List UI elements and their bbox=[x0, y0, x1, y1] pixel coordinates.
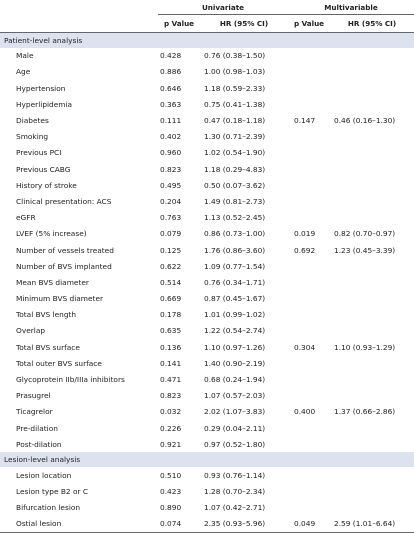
variable-name: Previous PCI bbox=[16, 148, 62, 158]
multivariable-p-value bbox=[288, 291, 330, 307]
table-row bbox=[0, 404, 414, 420]
table-row bbox=[0, 291, 414, 307]
variable-name: Lesion location bbox=[16, 470, 72, 480]
multivariable-p-value-header: p Value bbox=[288, 15, 330, 33]
univariate-p-value: 0.402 bbox=[160, 132, 182, 142]
univariate-p-value: 0.079 bbox=[160, 229, 182, 239]
table-row bbox=[0, 388, 414, 404]
univariate-p-value: 0.510 bbox=[160, 470, 182, 480]
variable-name: Minimum BVS diameter bbox=[16, 294, 104, 304]
table-row bbox=[0, 467, 414, 483]
multivariable-p-value bbox=[288, 436, 330, 452]
table-row bbox=[0, 339, 414, 355]
multivariable-p-value: 0.400 bbox=[294, 407, 316, 417]
table-row bbox=[0, 193, 414, 209]
univariate-p-value: 0.669 bbox=[160, 294, 182, 304]
univariate-hr: 1.13 (0.52–2.45) bbox=[204, 213, 266, 223]
multivariable-p-value bbox=[288, 371, 330, 387]
univariate-hr: 1.22 (0.54–2.74) bbox=[204, 326, 266, 336]
univariate-hr: 1.02 (0.54–1.90) bbox=[204, 148, 266, 158]
univariate-p-value: 0.471 bbox=[160, 375, 182, 385]
multivariable-hr bbox=[330, 291, 414, 307]
univariate-p-value: 0.141 bbox=[160, 358, 182, 368]
multivariable-p-value bbox=[288, 467, 330, 483]
multivariable-header: Multivariable bbox=[288, 0, 414, 15]
multivariable-hr bbox=[330, 467, 414, 483]
univariate-hr: 1.28 (0.70–2.34) bbox=[204, 486, 266, 496]
multivariable-hr bbox=[330, 80, 414, 96]
table-row bbox=[0, 420, 414, 436]
table-row bbox=[0, 499, 414, 515]
variable-header-blank bbox=[0, 0, 158, 15]
multivariable-hr bbox=[330, 388, 414, 404]
multivariable-p-value: 0.692 bbox=[294, 245, 316, 255]
univariate-hr: 1.00 (0.98–1.03) bbox=[204, 67, 266, 77]
univariate-hr: 1.01 (0.99–1.02) bbox=[204, 310, 266, 320]
table-row bbox=[0, 483, 414, 499]
univariate-p-value: 0.886 bbox=[160, 67, 182, 77]
multivariable-hr: 0.82 (0.70–0.97) bbox=[334, 229, 396, 239]
multivariable-hr: 1.37 (0.66–2.86) bbox=[334, 407, 396, 417]
table-row bbox=[0, 177, 414, 193]
table-row bbox=[0, 161, 414, 177]
univariate-hr: 1.07 (0.42–2.71) bbox=[204, 503, 266, 513]
univariate-p-value: 0.204 bbox=[160, 196, 182, 206]
table-row bbox=[0, 112, 414, 128]
multivariable-hr bbox=[330, 371, 414, 387]
variable-name: Hyperlipidemia bbox=[16, 99, 73, 109]
variable-name: eGFR bbox=[16, 213, 36, 223]
univariate-hr-header: HR (95% CI) bbox=[200, 15, 288, 33]
multivariable-p-value bbox=[288, 96, 330, 112]
multivariable-hr bbox=[330, 96, 414, 112]
variable-name: History of stroke bbox=[16, 180, 77, 190]
univariate-p-value: 0.622 bbox=[160, 261, 182, 271]
multivariable-p-value: 0.147 bbox=[294, 116, 316, 126]
multivariable-hr bbox=[330, 258, 414, 274]
univariate-hr: 0.87 (0.45–1.67) bbox=[204, 294, 266, 304]
multivariable-p-value bbox=[288, 307, 330, 323]
variable-name: Mean BVS diameter bbox=[16, 277, 89, 287]
variable-name: Ostial lesion bbox=[0, 516, 158, 533]
variable-name: LVEF (5% increase) bbox=[16, 229, 87, 239]
multivariable-p-value bbox=[288, 420, 330, 436]
multivariable-hr bbox=[330, 323, 414, 339]
univariate-hr: 0.97 (0.52–1.80) bbox=[204, 439, 266, 449]
univariate-hr: 1.40 (0.90–2.19) bbox=[204, 358, 266, 368]
univariate-p-value: 0.125 bbox=[160, 245, 182, 255]
univariate-hr: 0.76 (0.38–1.50) bbox=[204, 51, 266, 61]
multivariable-hr bbox=[330, 161, 414, 177]
univariate-p-value: 0.646 bbox=[160, 83, 182, 93]
variable-subheader-blank bbox=[0, 15, 158, 33]
table-row bbox=[0, 323, 414, 339]
univariate-p-value: 0.514 bbox=[160, 277, 182, 287]
multivariable-hr bbox=[330, 420, 414, 436]
multivariable-hr bbox=[330, 499, 414, 515]
multivariable-p-value bbox=[288, 323, 330, 339]
multivariable-hr bbox=[330, 483, 414, 499]
table-row bbox=[0, 80, 414, 96]
univariate-hr: 1.18 (0.59–2.33) bbox=[204, 83, 266, 93]
table-row bbox=[0, 48, 414, 64]
multivariable-hr-header: HR (95% CI) bbox=[330, 15, 414, 33]
table-row bbox=[0, 226, 414, 242]
table-row bbox=[0, 210, 414, 226]
multivariable-p-value bbox=[288, 177, 330, 193]
table-row bbox=[0, 307, 414, 323]
univariate-hr: 2.02 (1.07–3.83) bbox=[204, 407, 266, 417]
multivariable-p-value bbox=[288, 80, 330, 96]
multivariable-hr bbox=[330, 48, 414, 64]
table-body bbox=[0, 33, 414, 533]
multivariable-hr bbox=[330, 274, 414, 290]
multivariable-hr bbox=[330, 177, 414, 193]
variable-name: Number of BVS implanted bbox=[16, 261, 112, 271]
univariate-p-value: 0.074 bbox=[158, 516, 200, 533]
variable-name: Overlap bbox=[16, 326, 46, 336]
multivariable-hr bbox=[330, 145, 414, 161]
univariate-hr: 1.10 (0.97–1.26) bbox=[204, 342, 266, 352]
multivariable-hr bbox=[330, 64, 414, 80]
univariate-hr: 1.30 (0.71–2.39) bbox=[204, 132, 266, 142]
multivariable-p-value: 0.304 bbox=[294, 342, 316, 352]
multivariable-p-value bbox=[288, 210, 330, 226]
univariate-p-value: 0.823 bbox=[160, 391, 182, 401]
univariate-header: Univariate bbox=[158, 0, 288, 15]
univariate-p-value: 0.890 bbox=[160, 503, 182, 513]
multivariable-hr: 2.59 (1.01–6.64) bbox=[330, 516, 414, 533]
multivariable-hr bbox=[330, 193, 414, 209]
univariate-hr: 1.18 (0.29–4.83) bbox=[204, 164, 266, 174]
multivariable-hr: 0.46 (0.16–1.30) bbox=[334, 116, 396, 126]
table-row bbox=[0, 96, 414, 112]
variable-name: Total BVS surface bbox=[16, 342, 80, 352]
univariate-p-value: 0.635 bbox=[160, 326, 182, 336]
table-row bbox=[0, 129, 414, 145]
variable-name: Total BVS length bbox=[16, 310, 77, 320]
univariate-p-value: 0.495 bbox=[160, 180, 182, 190]
univariate-p-value: 0.823 bbox=[160, 164, 182, 174]
variable-name: Male bbox=[16, 51, 34, 61]
variable-name: Ticagrelor bbox=[16, 407, 53, 417]
multivariable-hr bbox=[330, 129, 414, 145]
table-row bbox=[0, 242, 414, 258]
multivariable-p-value bbox=[288, 145, 330, 161]
section-title: Patient-level analysis bbox=[0, 33, 414, 48]
univariate-hr: 1.49 (0.81–2.73) bbox=[204, 196, 266, 206]
univariate-hr: 0.68 (0.24–1.94) bbox=[204, 375, 266, 385]
univariate-p-value: 0.032 bbox=[160, 407, 182, 417]
multivariable-p-value bbox=[288, 64, 330, 80]
univariate-hr: 0.76 (0.34–1.71) bbox=[204, 277, 266, 287]
section-title: Lesion-level analysis bbox=[0, 452, 414, 467]
univariate-p-value: 0.111 bbox=[160, 116, 182, 126]
multivariable-hr: 1.23 (0.45–3.39) bbox=[334, 245, 396, 255]
variable-name: Glycoprotein IIb/IIIa inhibitors bbox=[16, 375, 125, 385]
variable-name: Age bbox=[16, 67, 31, 77]
variable-name: Number of vessels treated bbox=[16, 245, 114, 255]
multivariable-p-value bbox=[288, 274, 330, 290]
univariate-hr: 0.50 (0.07–3.62) bbox=[204, 180, 266, 190]
univariate-p-value: 0.226 bbox=[160, 423, 182, 433]
univariate-p-value: 0.921 bbox=[160, 439, 182, 449]
univariate-p-value: 0.363 bbox=[160, 99, 182, 109]
multivariable-hr bbox=[330, 210, 414, 226]
univariate-hr: 1.09 (0.77–1.54) bbox=[204, 261, 266, 271]
table-row bbox=[0, 274, 414, 290]
multivariable-hr: 1.10 (0.93–1.29) bbox=[334, 342, 396, 352]
table-row bbox=[0, 355, 414, 371]
variable-name: Smoking bbox=[16, 132, 49, 142]
multivariable-hr bbox=[330, 436, 414, 452]
variable-name: Pre-dilation bbox=[16, 423, 58, 433]
univariate-p-value: 0.960 bbox=[160, 148, 182, 158]
variable-name: Total outer BVS surface bbox=[16, 358, 102, 368]
univariate-p-value: 0.423 bbox=[160, 486, 182, 496]
variable-name: Bifurcation lesion bbox=[16, 503, 81, 513]
multivariable-p-value bbox=[288, 129, 330, 145]
univariate-hr: 2.35 (0.93–5.96) bbox=[200, 516, 288, 533]
multivariable-p-value bbox=[288, 193, 330, 209]
multivariable-p-value: 0.049 bbox=[288, 516, 330, 533]
univariate-hr: 0.29 (0.04–2.11) bbox=[204, 423, 266, 433]
variable-name: Clinical presentation: ACS bbox=[16, 196, 112, 206]
section-header-row bbox=[0, 452, 414, 467]
table-row bbox=[0, 258, 414, 274]
univariate-hr: 0.86 (0.73–1.00) bbox=[204, 229, 266, 239]
multivariable-p-value: 0.019 bbox=[294, 229, 316, 239]
section-header-row bbox=[0, 33, 414, 48]
multivariable-hr bbox=[330, 355, 414, 371]
variable-name: Diabetes bbox=[16, 116, 49, 126]
univariate-p-value: 0.178 bbox=[160, 310, 182, 320]
multivariable-p-value bbox=[288, 258, 330, 274]
multivariable-p-value bbox=[288, 499, 330, 515]
univariate-p-value: 0.763 bbox=[160, 213, 182, 223]
variable-name: Hypertension bbox=[16, 83, 66, 93]
univariate-p-value: 0.136 bbox=[160, 342, 182, 352]
variable-name: Lesion type B2 or C bbox=[16, 486, 89, 496]
table-row bbox=[0, 64, 414, 80]
multivariable-p-value bbox=[288, 483, 330, 499]
multivariable-p-value bbox=[288, 355, 330, 371]
univariate-hr: 0.75 (0.41–1.38) bbox=[204, 99, 266, 109]
univariate-hr: 1.76 (0.86–3.60) bbox=[204, 245, 266, 255]
table-row bbox=[0, 371, 414, 387]
univariate-hr: 0.47 (0.18–1.18) bbox=[204, 116, 266, 126]
univariate-p-value: 0.428 bbox=[160, 51, 182, 61]
univariate-hr: 1.07 (0.57–2.03) bbox=[204, 391, 266, 401]
univariate-hr: 0.93 (0.76–1.14) bbox=[204, 470, 266, 480]
table-row bbox=[0, 145, 414, 161]
multivariable-hr bbox=[330, 307, 414, 323]
multivariable-p-value bbox=[288, 388, 330, 404]
univariate-p-value-header: p Value bbox=[158, 15, 200, 33]
table-row bbox=[0, 516, 414, 533]
variable-name: Previous CABG bbox=[16, 164, 71, 174]
multivariable-p-value bbox=[288, 48, 330, 64]
variable-name: Prasugrel bbox=[16, 391, 51, 401]
multivariable-p-value bbox=[288, 161, 330, 177]
variable-name: Post-dilation bbox=[16, 439, 62, 449]
table-row bbox=[0, 436, 414, 452]
